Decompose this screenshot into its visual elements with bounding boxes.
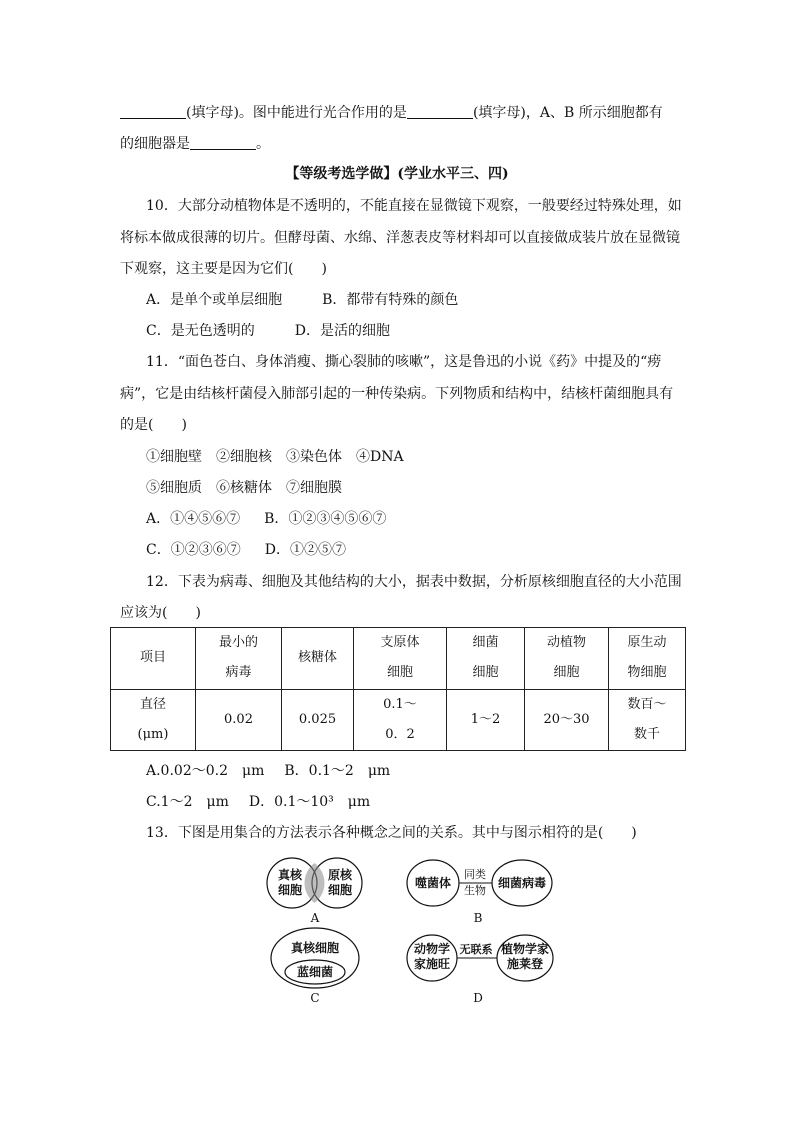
diagram-c-label: C — [310, 991, 320, 1005]
diagram-c-inner: 蓝细菌 — [296, 965, 334, 979]
q12-stem-line: 12．下表为病毒、细胞及其他结构的大小，据表中数据，分析原核细胞直径的大小范围 — [146, 574, 682, 590]
q11-items-line: ①细胞壁 ②细胞核 ③染色体 ④DNA — [146, 449, 404, 465]
table-header-cell: 动植物 细胞 — [525, 628, 609, 690]
section-heading: 【等级考选学做】(学业水平三、四) — [285, 166, 509, 182]
table-cell: 0.1～ 0．2 — [354, 689, 447, 751]
diagram-b-mid-line1: 同类 — [464, 868, 486, 881]
diagram-c[interactable] — [271, 928, 359, 1005]
q10-option-a[interactable]: A．是单个或单层细胞 — [146, 292, 283, 308]
diagram-a-right-line1: 原核 — [327, 868, 353, 882]
table-cell: 1～2 — [447, 689, 525, 751]
diagram-a[interactable] — [267, 858, 362, 925]
diagram-c-outer: 真核细胞 — [290, 941, 340, 955]
diagram-d-right-line1: 植物学家 — [500, 942, 550, 956]
table-header-cell: 核糖体 — [282, 628, 354, 690]
table-cell: 数百～ 数千 — [609, 689, 686, 751]
q11-option-d[interactable]: D．①②⑤⑦ — [264, 542, 346, 558]
diagram-a-label: A — [310, 911, 320, 925]
diagram-b-left: 噬菌体 — [414, 876, 452, 890]
q10-option-b[interactable]: B．都带有特殊的颜色 — [322, 292, 459, 308]
table-row — [111, 689, 686, 751]
answer-blank — [190, 135, 256, 150]
q12-options-row-2 — [146, 793, 716, 811]
table-header-row — [111, 628, 686, 690]
q12-options-row-1 — [146, 762, 716, 780]
diagram-b-right: 细菌病毒 — [497, 876, 547, 890]
q12-stem-line: 应该为( ) — [120, 605, 201, 621]
q10-option-c[interactable]: C．是无色透明的 — [146, 323, 255, 339]
table-header-cell: 项目 — [111, 628, 196, 690]
q11-stem-line: 11．“面色苍白、身体消瘦、撕心裂肺的咳嗽”，这是鲁迅的小说《药》中提及的“痨 — [146, 354, 662, 370]
diagram-b[interactable] — [407, 860, 552, 925]
q11-options-row-2 — [146, 541, 716, 559]
table-cell: 0.025 — [282, 689, 354, 751]
table-cell: 直径 (μm) — [111, 689, 196, 751]
diagram-d[interactable] — [407, 935, 553, 1005]
q12-option-a[interactable]: A.0.02～0.2 μm — [146, 763, 265, 779]
q10-stem-line: 将标本做成很薄的切片。但酵母菌、水绵、洋葱表皮等材料却可以直接做成装片放在显微镜 — [120, 230, 680, 246]
ellipse-eukaryote — [271, 928, 359, 988]
table-header-cell: 细菌 细胞 — [447, 628, 525, 690]
q12-option-b[interactable]: B．0.1～2 μm — [284, 763, 391, 779]
diagram-a-left-line2: 细胞 — [277, 883, 303, 897]
table-cell: 0.02 — [196, 689, 282, 751]
table-cell: 20～30 — [525, 689, 609, 751]
diagram-d-label: D — [473, 991, 483, 1005]
diagram-d-left-line1: 动物学 — [413, 942, 451, 956]
overlap-region — [305, 863, 325, 903]
diagram-b-mid-line2: 生物 — [464, 884, 486, 897]
q9-tail-line-1: (填字母)。图中能进行光合作用的是 (填字母)，A、B 所示细胞都有 — [120, 104, 690, 122]
q10-options-row-1 — [146, 291, 716, 309]
q10-option-d[interactable]: D．是活的细胞 — [294, 323, 390, 339]
diagram-a-left-line1: 真核 — [277, 868, 303, 882]
diagram-a-right-line2: 细胞 — [327, 883, 353, 897]
q12-option-c[interactable]: C.1～2 μm — [146, 794, 229, 810]
concept-diagrams — [0, 850, 794, 1110]
q11-option-b[interactable]: B．①②③④⑤⑥⑦ — [264, 511, 387, 527]
diagram-d-left-line2: 家施旺 — [413, 957, 451, 971]
table-header-cell: 最小的 病毒 — [196, 628, 282, 690]
size-table — [110, 627, 686, 751]
diagram-d-right-line2: 施莱登 — [506, 957, 544, 971]
answer-blank — [120, 104, 186, 119]
q11-stem-line: 病”，它是由结核杆菌侵入肺部引起的一种传染病。下列物质和结构中，结核杆菌细胞具有 — [120, 386, 674, 402]
q10-stem-line: 下观察，这主要是因为它们( ) — [120, 261, 327, 277]
q13-stem-line: 13．下图是用集合的方法表示各种概念之间的关系。其中与图示相符的是( ) — [146, 825, 637, 841]
q11-option-a[interactable]: A．①④⑤⑥⑦ — [146, 511, 241, 527]
table-header-cell: 原生动 物细胞 — [609, 628, 686, 690]
q10-options-row-2 — [146, 322, 716, 340]
diagram-b-label: B — [473, 911, 483, 925]
q11-option-c[interactable]: C．①②③⑥⑦ — [146, 542, 241, 558]
diagram-d-mid: 无联系 — [459, 943, 493, 956]
q9-tail-line-2: 的细胞器是 。 — [120, 136, 270, 152]
q11-options-row-1 — [146, 510, 716, 528]
q12-option-d[interactable]: D．0.1～10³ μm — [248, 794, 371, 810]
q11-items-line: ⑤细胞质 ⑥核糖体 ⑦细胞膜 — [146, 480, 342, 496]
q11-stem-line: 的是( ) — [120, 417, 187, 433]
answer-blank — [407, 104, 473, 119]
table-header-cell: 支原体 细胞 — [354, 628, 447, 690]
q10-stem-line: 10．大部分动植物体是不透明的，不能直接在显微镜下观察，一般要经过特殊处理，如 — [146, 198, 682, 214]
